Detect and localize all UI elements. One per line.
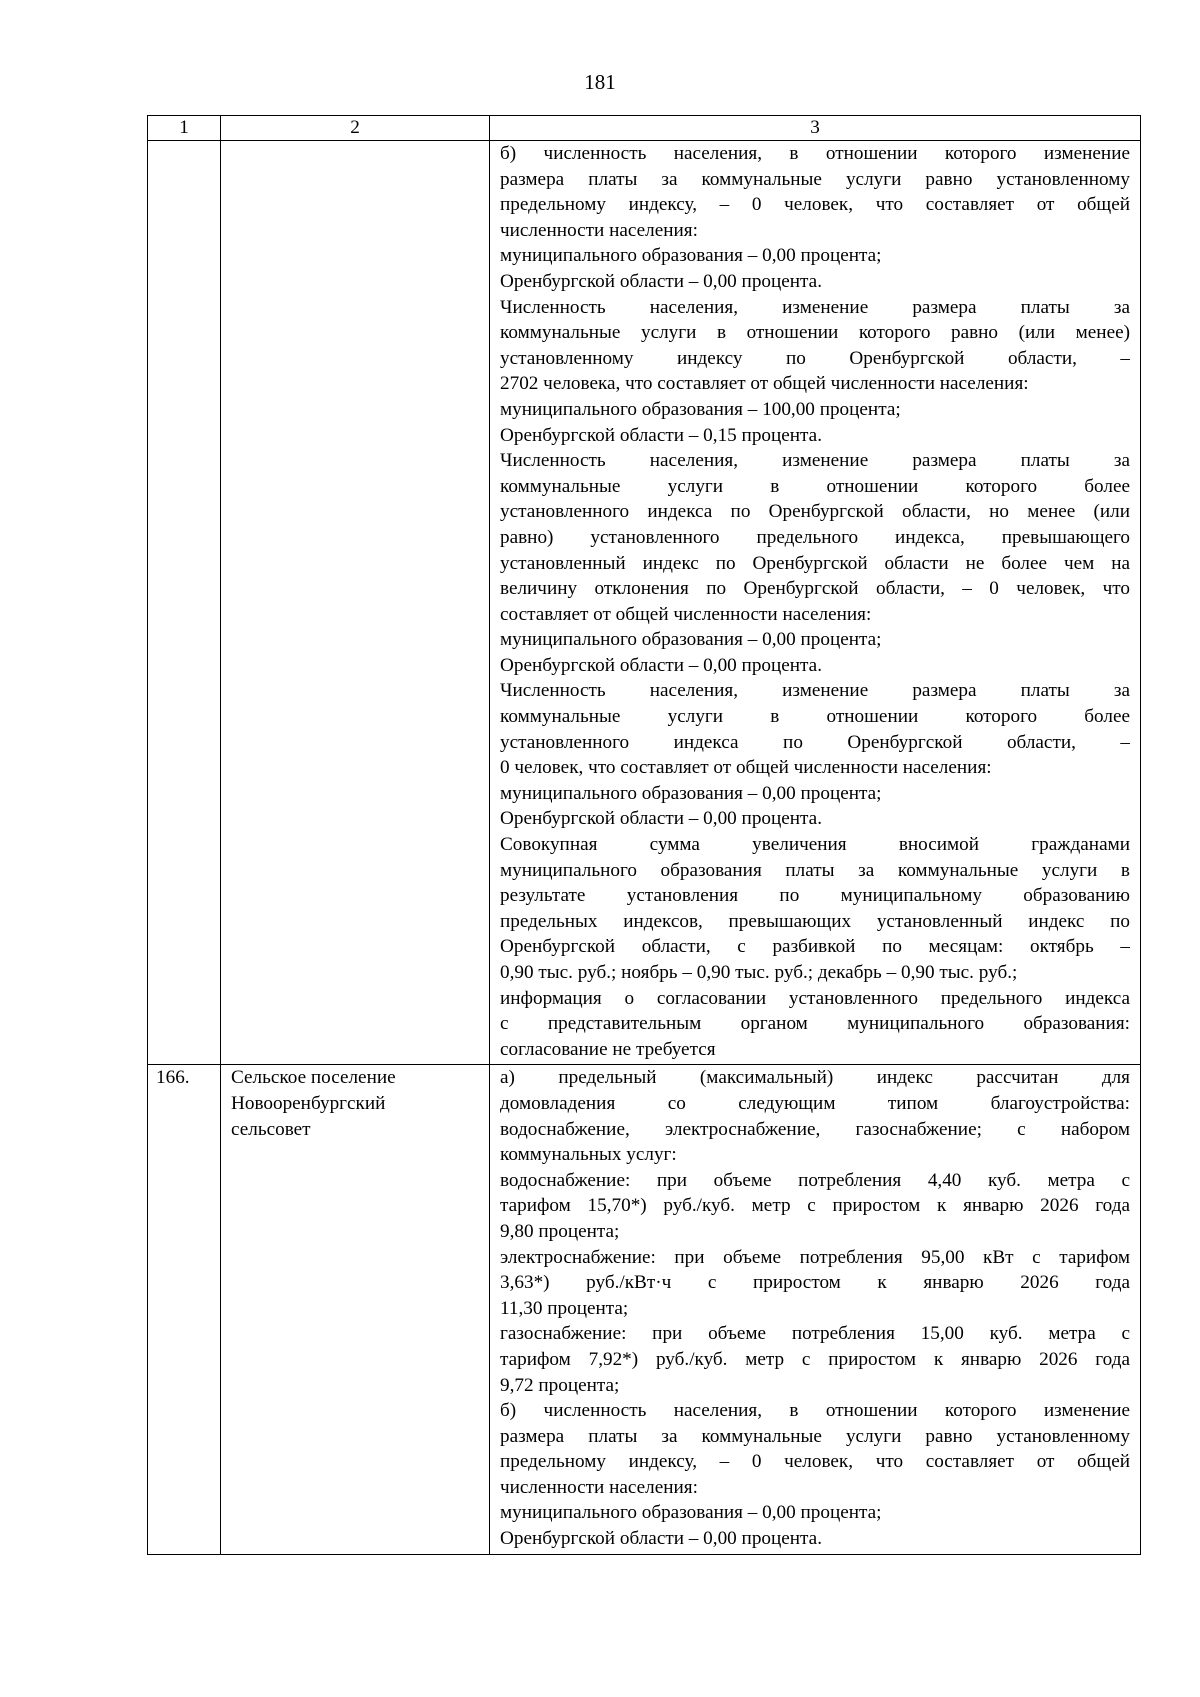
municipality-cell [221, 141, 490, 1065]
description-line: установленного индекса по Оренбургской области, но менее (или [500, 501, 1130, 523]
description-line: предельному индексу, – 0 человек, что составляет от общей [500, 194, 1130, 216]
description-line: коммунальные услуги в отношении которого более [500, 475, 1130, 497]
description-line: Оренбургской области – 0,00 процента. [500, 1528, 822, 1550]
description-line: 0 человек, что составляет от общей численности населения: [500, 757, 992, 779]
description-line: Оренбургской области – 0,15 процента. [500, 424, 822, 446]
municipality-name-line: Новооренбургский [231, 1092, 386, 1114]
description-line: 9,72 процента; [500, 1374, 620, 1396]
description-line: коммунальные услуги в отношении которого более [500, 706, 1130, 728]
description-cell [490, 1065, 1141, 1554]
description-line: муниципального образования платы за коммунальные услуги в [500, 859, 1130, 881]
table-row-166 [148, 1065, 1141, 1554]
description-line: равно) установленного предельного индекса, превышающего [500, 526, 1130, 548]
description-line: Численность населения, изменение размера платы за [500, 680, 1130, 702]
description-cell [490, 141, 1141, 1065]
municipality-cell [221, 1065, 490, 1554]
description-line: 9,80 процента; [500, 1220, 620, 1242]
description-line: предельных индексов, превышающих установленный индекс по [500, 910, 1130, 932]
description-line: 2702 человека, что составляет от общей численности населения: [500, 373, 1029, 395]
description-line: коммунальные услуги в отношении которого равно (или менее) [500, 322, 1130, 344]
description-line: Численность населения, изменение размера платы за [500, 450, 1130, 472]
description-line: б) численность населения, в отношении которого изменение [500, 143, 1130, 164]
description-line: 3,63*) руб./кВт·ч с приростом к январю 2026 года [500, 1272, 1130, 1294]
description-line: Оренбургской области – 0,00 процента. [500, 270, 822, 292]
description-line: установленного индекса по Оренбургской области, – [500, 731, 1130, 753]
description-line: водоснабжение, электроснабжение, газоснабжение; с набором [500, 1118, 1130, 1140]
description-line: размера платы за коммунальные услуги равно установленному [500, 168, 1130, 190]
description-line: информация о согласовании установленного предельного индекса [500, 987, 1130, 1009]
municipality-name-line: сельсовет [231, 1118, 311, 1140]
header-col-3: 3 [490, 116, 1141, 141]
description-line: результате установления по муниципальному образованию [500, 885, 1130, 907]
table-header-row [148, 116, 1141, 141]
description-line: с представительным органом муниципального образования: [500, 1013, 1130, 1035]
description-line: газоснабжение: при объеме потребления 15,00 куб. метра с [500, 1323, 1130, 1345]
description-line: муниципального образования – 100,00 процента; [500, 398, 901, 420]
description-line: численности населения: [500, 219, 698, 241]
description-line: муниципального образования – 0,00 процента; [500, 629, 882, 651]
description-line: тарифом 15,70*) руб./куб. метр с приростом к январю 2026 года [500, 1195, 1130, 1217]
description-line: 11,30 процента; [500, 1297, 629, 1319]
description-line: предельному индексу, – 0 человек, что составляет от общей [500, 1451, 1130, 1473]
description-line: муниципального образования – 0,00 процента; [500, 1502, 882, 1524]
description-line: домовладения со следующим типом благоустройства: [500, 1092, 1130, 1114]
description-line: Оренбургской области – 0,00 процента. [500, 654, 822, 676]
description-line: численности населения: [500, 1476, 698, 1498]
description-line: установленному индексу по Оренбургской области, – [500, 347, 1130, 369]
description-line: муниципального образования – 0,00 процента; [500, 782, 882, 804]
description-line: Совокупная сумма увеличения вносимой гражданами [500, 834, 1130, 856]
description-line: электроснабжение: при объеме потребления 95,00 кВт с тарифом [500, 1246, 1130, 1268]
description-line: Оренбургской области, с разбивкой по месяцам: октябрь – [500, 936, 1130, 958]
row-number-cell [148, 141, 221, 1065]
page-number: 181 [584, 70, 616, 94]
header-col-1: 1 [148, 116, 221, 141]
description-line: тарифом 7,92*) руб./куб. метр с приростом к январю 2026 года [500, 1348, 1130, 1370]
description-line: Оренбургской области – 0,00 процента. [500, 808, 822, 830]
description-line: размера платы за коммунальные услуги равно установленному [500, 1425, 1130, 1447]
description-line: муниципального образования – 0,00 процента; [500, 245, 882, 267]
description-line: согласование не требуется [500, 1038, 716, 1060]
description-line: а) предельный (максимальный) индекс рассчитан для [500, 1067, 1130, 1089]
description-line: величину отклонения по Оренбургской области, – 0 человек, что [500, 578, 1130, 600]
description-line: Численность населения, изменение размера платы за [500, 296, 1130, 318]
table-row-continued [148, 141, 1141, 1065]
header-col-2: 2 [221, 116, 490, 141]
indices-table [147, 115, 1141, 1555]
description-line: б) численность населения, в отношении которого изменение [500, 1400, 1130, 1422]
description-line: 0,90 тыс. руб.; ноябрь – 0,90 тыс. руб.; декабрь – 0,90 тыс. руб.; [500, 962, 1018, 983]
description-line: установленный индекс по Оренбургской области не более чем на [500, 552, 1130, 574]
description-line: водоснабжение: при объеме потребления 4,40 куб. метра с [500, 1169, 1130, 1191]
row-number-cell: 166. [148, 1065, 221, 1554]
description-line: коммунальных услуг: [500, 1144, 677, 1166]
municipality-name-line: Сельское поселение [231, 1067, 396, 1089]
description-line: составляет от общей численности населения: [500, 603, 872, 625]
